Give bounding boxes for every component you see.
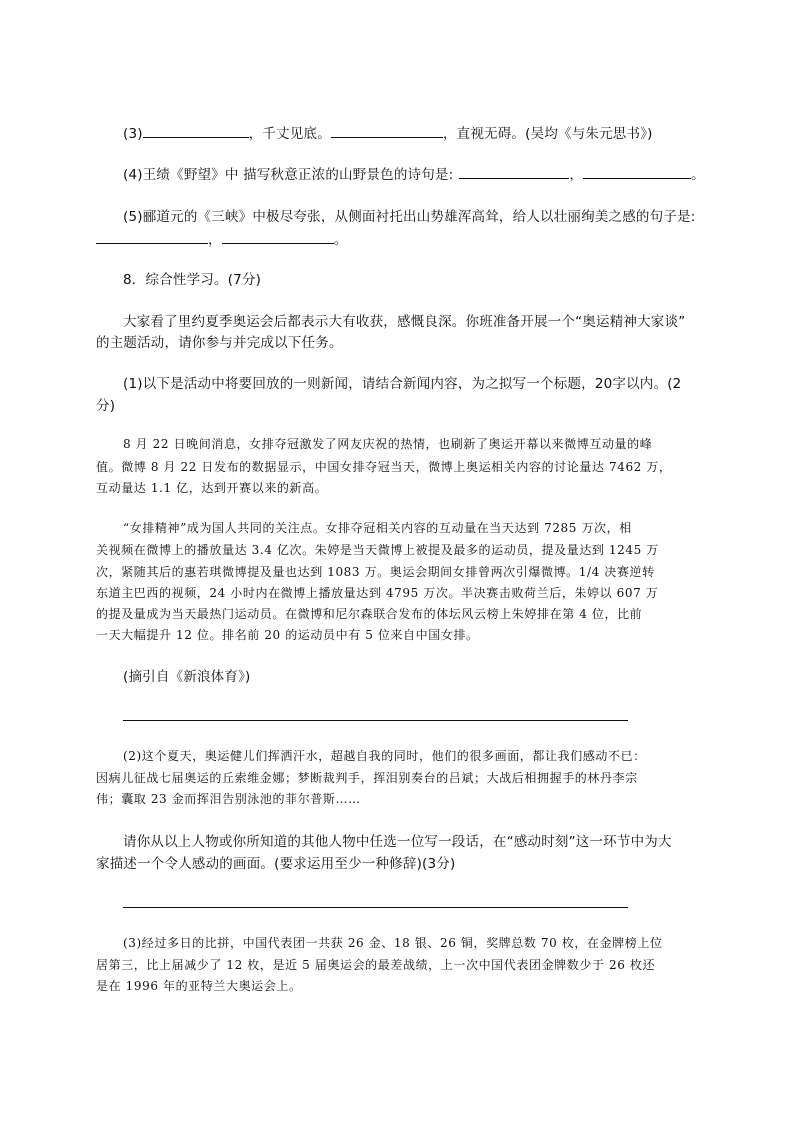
task-3-line-1: (3)经过多日的比拼，中国代表团一共获 26 金、18 银、26 铜，奖牌总数 70 枚，在金牌榜上位: [123, 936, 663, 950]
task-1-line-2: 分): [96, 398, 116, 414]
task-2-line-2: 因病儿征战七届奥运的丘索维金娜；梦断裁判手，挥泪别奏台的吕斌；大战后相拥握手的林丹李宗: [96, 771, 638, 785]
task-2-line-1: (2)这个夏天，奥运健儿们挥洒汗水，超越自我的同时，他们的很多画面，都让我们感动不已：: [123, 749, 646, 763]
task-3-line-3: 是在 1996 年的亚特兰大奥运会上。: [96, 979, 302, 993]
news-2-line-4: 东道主巴西的视频，24 小时内在微博上播放量达到 4795 万次。半决赛击败荷兰后，朱婷以 607 万: [96, 586, 659, 600]
question-4-period: 。: [691, 167, 705, 183]
news-2-line-1: “女排精神”成为国人共同的关注点。女排夺冠相关内容的互动量在当天达到 7285 万次，相: [123, 521, 632, 535]
question-3-label: (3): [123, 126, 143, 142]
answer-blank[interactable]: [222, 231, 334, 244]
question-5-comma: ，: [208, 232, 222, 248]
question-4: [123, 163, 705, 183]
question-3-text-b: ，直视无碍。(吴均《与朱元思书》): [442, 126, 653, 142]
answer-line[interactable]: [123, 720, 628, 721]
question-3: [123, 122, 653, 142]
question-4-comma: ，: [569, 167, 584, 183]
answer-blank[interactable]: [331, 125, 443, 138]
task-2b-line-2: 家描述一个令人感动的画面。(要求运用至少一种修辞)(3分): [96, 856, 456, 872]
news-1-line-1: 8 月 22 日晚间消息，女排夺冠激发了网友庆祝的热情，也刷新了奥运开幕以来微博互动量的峰: [123, 437, 653, 451]
answer-line[interactable]: [123, 907, 628, 908]
answer-blank[interactable]: [96, 231, 208, 244]
question-4-text: (4)王绩《野望》中 描写秋意正浓的山野景色的诗句是:: [123, 167, 454, 183]
intro-line-1: 大家看了里约夏季奥运会后都表示大有收获，感慨良深。你班准备开展一个“奥运精神大家谈”: [123, 314, 686, 330]
section-8-title: 8．综合性学习。(7分): [123, 272, 262, 288]
task-2-line-3: 伟；囊取 23 金而挥泪告别泳池的菲尔普斯……: [96, 792, 361, 806]
news-source: (摘引自《新浪体育》): [123, 669, 251, 685]
news-2-line-5: 的提及量成为当天最热门运动员。在微博和尼尔森联合发布的体坛风云榜上朱婷排在第 4 位，比前: [96, 607, 643, 621]
question-5-line-2: [96, 228, 347, 248]
question-5-line-1: (5)郦道元的《三峡》中极尽夸张，从侧面衬托出山势雄浑高耸，给人以壮丽绚美之感的句子是:: [123, 209, 696, 225]
question-5-period: 。: [333, 232, 348, 248]
task-3-line-2: 居第三，比上届减少了 12 枚，是近 5 届奥运会的最差战绩，上一次中国代表团金牌数少于 26 枚还: [96, 958, 656, 972]
task-2b-line-1: 请你从以上人物或你所知道的其他人物中任选一位写一段话，在“感动时刻”这一环节中为大: [123, 834, 672, 850]
question-3-text-a: ，千丈见底。: [248, 126, 331, 142]
answer-blank[interactable]: [143, 125, 249, 138]
news-2-line-6: 一天大幅提升 12 位。排名前 20 的运动员中有 5 位来自中国女排。: [96, 628, 479, 642]
news-1-line-3: 互动量达 1.1 亿，达到开赛以来的新高。: [96, 481, 328, 495]
news-1-line-2: 值。微博 8 月 22 日发布的数据显示，中国女排夺冠当天，微博上奥运相关内容的讨论量达 7462 万，: [96, 460, 672, 474]
news-2-line-3: 次，紧随其后的惠若琪微博提及量也达到 1083 万。奥运会期间女排曾两次引爆微博。1/4 决赛逆转: [96, 565, 655, 579]
news-2-line-2: 关视频在微博上的播放量达 3.4 亿次。朱婷是当天微博上被提及最多的运动员，提及量达到 1245 万: [96, 543, 659, 557]
task-1-line-1: (1)以下是活动中将要回放的一则新闻，请结合新闻内容，为之拟写一个标题，20字以内。(2: [123, 376, 682, 392]
answer-blank[interactable]: [459, 166, 569, 179]
intro-line-2: 的主题活动，请你参与并完成以下任务。: [96, 335, 343, 351]
answer-blank[interactable]: [583, 166, 691, 179]
